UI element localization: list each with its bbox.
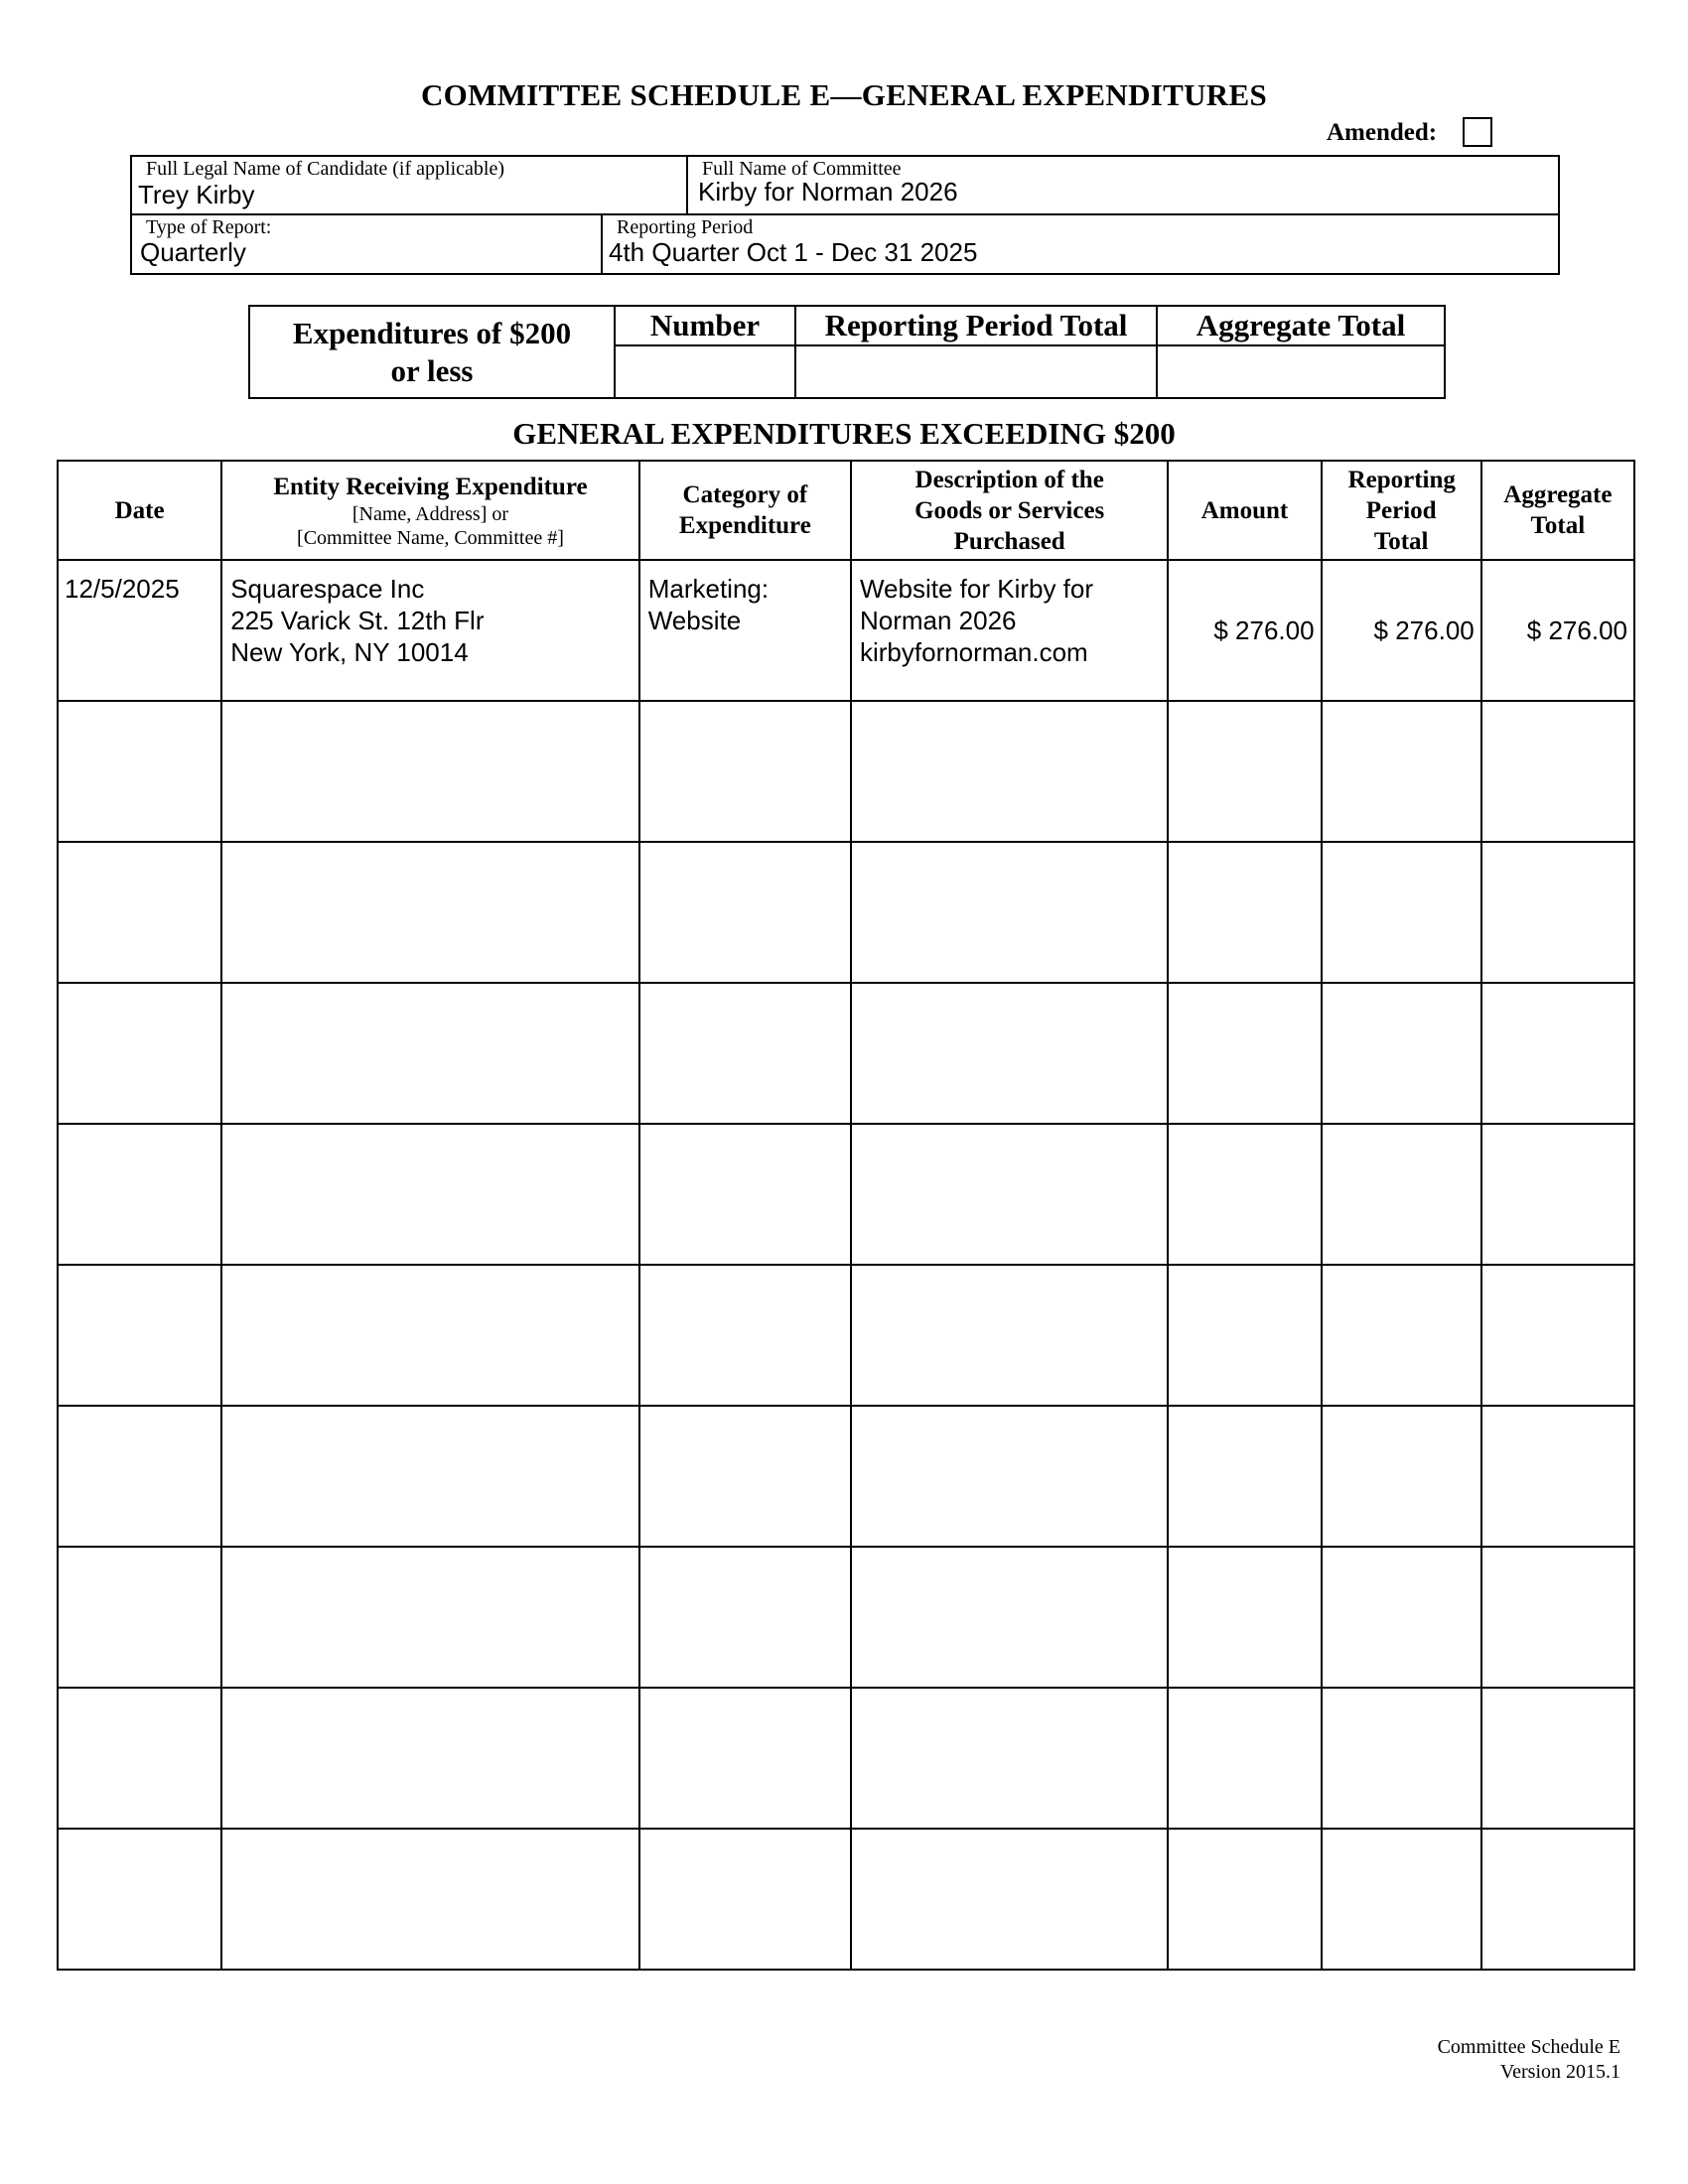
row-aggregate-total[interactable]: $ 276.00 [1481,560,1634,701]
committee-cell [688,157,1558,215]
row-amount[interactable] [1168,1829,1321,1970]
row-amount[interactable] [1168,1406,1321,1547]
row-period-total[interactable]: $ 276.00 [1322,560,1481,701]
row-category[interactable] [639,1547,851,1688]
row-aggregate-total[interactable] [1481,842,1634,983]
row-amount[interactable] [1168,1547,1321,1688]
form-title: COMMITTEE SCHEDULE E—GENERAL EXPENDITURES [420,77,1268,112]
row-category[interactable] [639,983,851,1124]
reporting-period-label: Reporting Period [617,216,754,238]
report-header [130,155,1560,275]
aggregate-header-cell [1158,307,1444,346]
row-entity[interactable] [221,701,639,842]
row-aggregate-total[interactable] [1481,1124,1634,1265]
row-period-total[interactable] [1322,1829,1481,1970]
small-expenditures-label: Expenditures of $200 or less [292,315,572,388]
row-entity[interactable] [221,1688,639,1829]
report-type-label: Type of Report: [146,216,272,238]
row-description[interactable] [851,1829,1168,1970]
row-period-total[interactable] [1322,1265,1481,1406]
row-entity[interactable]: Squarespace Inc 225 Varick St. 12th Flr New York, NY 10014 [221,560,639,701]
row-period-total[interactable] [1322,983,1481,1124]
table-row [58,1124,1634,1265]
row-aggregate-total[interactable] [1481,701,1634,842]
number-header-cell [616,307,796,346]
row-description[interactable] [851,1688,1168,1829]
row-date[interactable] [58,701,221,842]
table-row [58,560,1634,701]
row-date[interactable] [58,1547,221,1688]
footer-version: Version 2015.1 [1499,2061,1620,2083]
row-aggregate-total[interactable] [1481,1829,1634,1970]
row-entity[interactable] [221,1124,639,1265]
table-row [58,701,1634,842]
row-period-total[interactable] [1322,1688,1481,1829]
period-total-value-field[interactable] [796,346,1158,397]
row-period-total[interactable] [1322,1547,1481,1688]
row-category[interactable] [639,1406,851,1547]
expenditures-table [57,460,1635,1971]
row-category[interactable] [639,1829,851,1970]
table-row [58,1406,1634,1547]
reporting-period-cell [603,215,1558,273]
row-entity[interactable] [221,1829,639,1970]
row-amount[interactable]: $ 276.00 [1168,560,1321,701]
row-amount[interactable] [1168,1688,1321,1829]
row-category[interactable] [639,701,851,842]
row-aggregate-total[interactable] [1481,983,1634,1124]
row-date[interactable]: 12/5/2025 [58,560,221,701]
row-description[interactable] [851,842,1168,983]
row-category[interactable] [639,1688,851,1829]
section-title: GENERAL EXPENDITURES EXCEEDING $200 [512,416,1176,451]
row-category[interactable]: Marketing: Website [639,560,851,701]
entity-column-header: Entity Receiving Expenditure [Name, Address] or [Committee Name, Committee #] [221,461,639,560]
row-entity[interactable] [221,983,639,1124]
row-entity[interactable] [221,1406,639,1547]
row-description[interactable]: Website for Kirby for Norman 2026 kirbyfornorman.com [851,560,1168,701]
table-header-row [58,461,1634,560]
amended-checkbox[interactable] [1463,117,1492,147]
row-entity[interactable] [221,1547,639,1688]
row-aggregate-total[interactable] [1481,1547,1634,1688]
amount-column-header: Amount [1168,461,1321,560]
row-description[interactable] [851,1547,1168,1688]
candidate-label: Full Legal Name of Candidate (if applicable) [146,158,504,180]
row-aggregate-total[interactable] [1481,1265,1634,1406]
row-aggregate-total[interactable] [1481,1688,1634,1829]
row-category[interactable] [639,1124,851,1265]
table-row [58,1547,1634,1688]
row-aggregate-total[interactable] [1481,1406,1634,1547]
number-value-field[interactable] [616,346,796,397]
report-type-field[interactable]: Quarterly [140,237,246,267]
row-date[interactable] [58,1406,221,1547]
row-description[interactable] [851,1124,1168,1265]
table-row [58,1829,1634,1970]
row-description[interactable] [851,701,1168,842]
table-row [58,1688,1634,1829]
row-date[interactable] [58,1688,221,1829]
table-row [58,983,1634,1124]
description-column-header: Description of the Goods or Services Purchased [851,461,1168,560]
category-column-header: Category of Expenditure [639,461,851,560]
aggregate-header: Aggregate Total [1196,308,1406,342]
period-total-header-cell [796,307,1158,346]
row-entity[interactable] [221,1265,639,1406]
aggregate-total-column-header: Aggregate Total [1481,461,1634,560]
table-row [58,842,1634,983]
row-amount[interactable] [1168,1265,1321,1406]
committee-name-field[interactable]: Kirby for Norman 2026 [698,177,958,206]
row-date[interactable] [58,1265,221,1406]
period-total-header: Reporting Period Total [824,308,1128,342]
small-expenditures-label-cell [250,307,616,397]
row-category[interactable] [639,842,851,983]
table-row [58,1265,1634,1406]
committee-label: Full Name of Committee [702,158,902,180]
report-type-cell [132,215,603,273]
row-period-total[interactable] [1322,1406,1481,1547]
row-entity[interactable] [221,842,639,983]
row-date[interactable] [58,1829,221,1970]
row-amount[interactable] [1168,701,1321,842]
row-amount[interactable] [1168,983,1321,1124]
footer-form-name: Committee Schedule E [1437,2036,1620,2058]
row-amount[interactable] [1168,1124,1321,1265]
candidate-cell [132,157,688,215]
row-date[interactable] [58,842,221,983]
row-category[interactable] [639,1265,851,1406]
row-description[interactable] [851,983,1168,1124]
row-period-total[interactable] [1322,842,1481,983]
reporting-period-field[interactable]: 4th Quarter Oct 1 - Dec 31 2025 [609,237,978,267]
row-description[interactable] [851,1265,1168,1406]
period-total-column-header: Reporting Period Total [1322,461,1481,560]
small-expenditures-summary [248,305,1446,399]
row-date[interactable] [58,1124,221,1265]
amended-label: Amended: [1327,119,1438,146]
row-amount[interactable] [1168,842,1321,983]
row-description[interactable] [851,1406,1168,1547]
row-period-total[interactable] [1322,1124,1481,1265]
date-column-header: Date [58,461,221,560]
form-footer [1438,2035,1620,2085]
row-date[interactable] [58,983,221,1124]
row-period-total[interactable] [1322,701,1481,842]
candidate-name-field[interactable]: Trey Kirby [138,180,255,209]
aggregate-value-field[interactable] [1158,346,1444,397]
number-header: Number [649,308,761,342]
